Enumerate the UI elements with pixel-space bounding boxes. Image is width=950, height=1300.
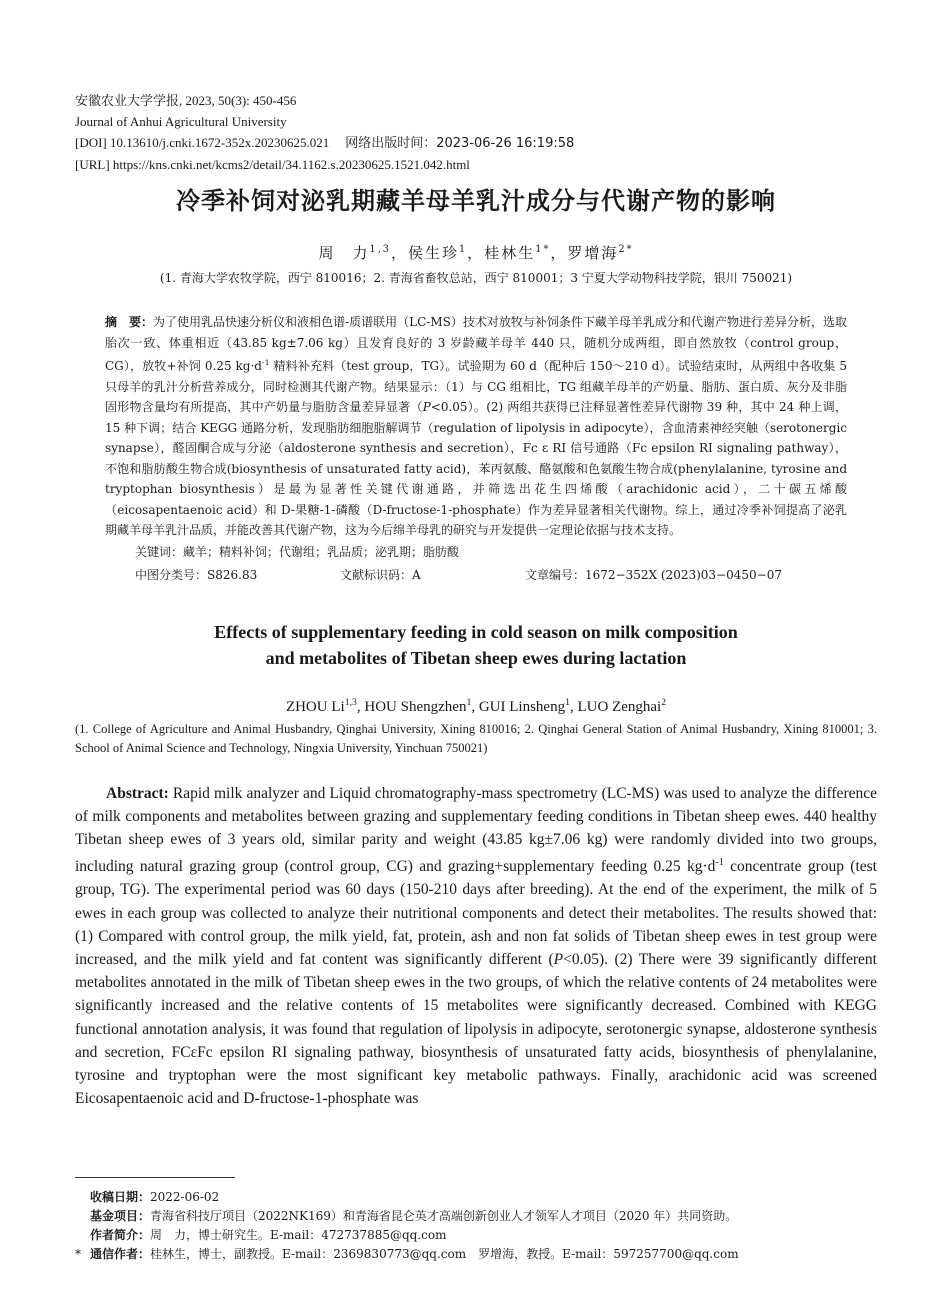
journal-meta [75, 90, 877, 175]
article-number [525, 566, 782, 583]
en-abstract-label: Abstract: [106, 784, 169, 802]
cn-title: 冷季补饲对泌乳期藏羊母羊乳汁成分与代谢产物的影响 [176, 187, 776, 215]
cn-author-affil-mark: 2* [618, 244, 634, 255]
cn-abstract-label: 摘 要： [105, 315, 154, 329]
corresponding-label: 通信作者： [90, 1247, 151, 1261]
en-affiliation: (1. College of Agriculture and Animal Husbandry, Qinghai University, Xining 810016; 2. Qinghai General Station of Animal Husbandry, Xining 810001; 3. School of Animal Science and Technology, Ningxia University, Yinchuan 750021) [75, 721, 877, 755]
cn-abstract [105, 312, 847, 541]
doc-code-label: 文献标识码： [340, 567, 413, 582]
journal-name-en: Journal of Anhui Agricultural University [75, 114, 287, 129]
en-title-line: Effects of supplementary feeding in cold season on milk composition [214, 621, 738, 642]
doi-line [75, 132, 877, 154]
footnotes [75, 1188, 885, 1264]
en-abstract-text: Rapid milk analyzer and Liquid chromatography-mass spectrometry (LC-MS) was used to analyze the difference of milk components and metabolites between grazing and supplementary feeding conditions in Tibetan sheep ewes. 440 healthy Tibetan sheep ewes of 3 years old, similar parity and weight (43.85 kg±7.06 kg) were randomly divided into two groups, including natural grazing group (control group, CG) and grazing+supplementary feeding 0.25 kg·d [75, 784, 877, 876]
en-author-affil-mark: 1,3 [344, 696, 357, 708]
cn-abstract-italic-p: P [422, 400, 431, 414]
cn-keywords-text: 藏羊；精料补饲；代谢组；乳品质；泌乳期；脂肪酸 [183, 544, 460, 559]
cn-author: 罗增海 [567, 244, 619, 262]
footnote-fund [75, 1207, 885, 1226]
cn-abstract-text: 精料补充料（test group，TG）。试验期为 60 d（配种后 150～210 d）。试验结束时，从两组中各收集 5 只母羊的乳汁分析营养成分，同时检测其代谢产物。结果显示：（1）与 CG 组相比，TG 组藏羊母羊的产奶量、脂肪、蛋白质、灰分及非脂固形物含量均有所提高，其中产奶量与脂肪含量差异显著（ [105, 359, 848, 414]
article-no-value: 1672−352X (2023)03−0450−07 [585, 567, 782, 582]
received-date: 2022-06-02 [150, 1190, 220, 1204]
cn-author-affil-mark: 1 [459, 244, 468, 255]
online-publish-time: 网络出版时间：2023-06-26 16:19:58 [345, 136, 575, 151]
en-author-affil-mark: 2 [661, 696, 667, 708]
en-author-sep: , [471, 698, 479, 715]
en-author: ZHOU Li [285, 698, 345, 715]
en-author: HOU Shengzhen [364, 698, 467, 715]
cn-abstract-sup: -1 [261, 358, 270, 367]
fund-text: 青海省科技厅项目（2022NK169）和青海省昆仑英才高端创新创业人才领军人才项目（2020 年）共同资助。 [150, 1209, 738, 1223]
clc-code [135, 566, 340, 583]
fund-label: 基金项目： [90, 1209, 151, 1223]
cn-author-affil-mark: 1* [535, 244, 551, 255]
cn-author-sep: ， [467, 244, 485, 262]
corresponding-star: * [75, 1247, 81, 1261]
en-abstract-text: concentrate group (test group, TG). The experimental period was 60 days (150-210 days after breeding). At the end of the experiment, the milk of 5 ewes in each group was collected to analyze their nutritional components and detect their metabolites. The results showed that:(1) Compared with control group, the milk yield, fat, protein, ash and non fat solids of Tibetan sheep ewes in test group were increased, and the milk yield and fat content was significantly different ( [75, 858, 877, 969]
footnote-rule [75, 1177, 235, 1178]
author-intro-label: 作者简介： [90, 1228, 151, 1242]
en-author-sep: , [569, 698, 578, 715]
paper-page [75, 90, 877, 1111]
en-authors [75, 697, 877, 716]
author-intro-text: 周 力，博士研究生。E-mail：472737885@qq.com [150, 1228, 447, 1242]
cn-author-sep: ， [391, 244, 409, 262]
journal-citation-cn: 安徽农业大学学报, 2023, 50(3): 450-456 [75, 93, 297, 108]
cn-keywords [135, 543, 847, 560]
clc-value: S826.83 [207, 567, 258, 582]
footnote-received [75, 1188, 885, 1207]
en-abstract [75, 782, 877, 1111]
cn-authors [75, 242, 877, 263]
en-abstract-text: <0.05). (2) There were 39 significantly different metabolites annotated in the milk of Tibetan sheep ewes in the two groups, of which the relative contents of 24 metabolites were significantly increased and the relative contents of 15 metabolites were significantly decreased. Combined with KEGG functional annotation analysis, it was found that regulation of lipolysis in adipocyte, serotonergic synapse, aldosterone synthesis and secretion, FCεFc epsilon RI signaling pathway, biosynthesis of unsaturated fatty acids, biosynthesis of phenylalanine, tyrosine and tryptophan were the most significant key metabolic pathways. Finally, arachidonic acid was screened Eicosapentaenoic acid and D-fructose-1-phosphate was [75, 951, 877, 1108]
doi: [DOI] 10.13610/j.cnki.1672-352x.20230625.021 [75, 135, 330, 150]
en-author: LUO Zenghai [577, 698, 662, 715]
received-label: 收稿日期： [90, 1190, 151, 1204]
en-author-affil-mark: 1 [466, 696, 472, 708]
clc-label: 中图分类号： [135, 567, 208, 582]
url-line: [URL] https://kns.cnki.net/kcms2/detail/34.1162.s.20230625.1521.042.html [75, 157, 470, 172]
en-title-line: and metabolites of Tibetan sheep ewes during lactation [265, 647, 687, 668]
en-author-sep: , [356, 698, 365, 715]
cn-abstract-text: 为了使用乳品快速分析仪和液相色谱-质谱联用（LC-MS）技术对放牧与补饲条件下藏羊母羊乳成分和代谢产物进行差异分析，选取胎次一致、体重相近（43.85 kg±7.06 kg）且发育良好的 3 岁龄藏羊母羊 440 只，随机分成两组，即自然放牧（control group，CG），放牧+补饲 0.25 kg·d [105, 315, 847, 373]
classification-row [135, 566, 847, 583]
article-no-label: 文章编号： [525, 567, 586, 582]
document-code [340, 566, 525, 583]
en-abstract-sup: -1 [715, 857, 724, 869]
cn-author-affil-mark: 1,3 [369, 244, 392, 255]
cn-abstract-text: <0.05）。(2) 两组共获得已注释显著性差异代谢物 39 种，其中 24 种上调，15 种下调；结合 KEGG 通路分析，发现脂肪细胞脂解调节（regulation of lipolysis in adipocyte），含血清素神经突触（serotonergic synapse），醛固酮合成与分泌（aldosterone synthesis and secretion），Fc ε RI 信号通路（Fc epsilon RI signaling pathway），不饱和脂肪酸生物合成(biosynthesis of unsaturated fatty acid)，苯丙氨酸、酪氨酸和色氨酸生物合成(phenylalanine, tyrosine and tryptophan biosynthesis）是最为显著性关键代谢通路，并筛选出花生四烯酸（arachidonic acid），二十碳五烯酸（eicosapentaenoic acid）和 D-果糖-1-磷酸（D-fructose-1-phosphate）作为差异显著相关代谢物。综上，通过冷季补饲提高了泌乳期藏羊母羊乳汁品质，并能改善其代谢产物，这为今后绵羊母乳的研究与开发提供一定理论依据与技术支持。 [105, 400, 847, 537]
cn-author: 周 力 [318, 244, 370, 262]
en-author-affil-mark: 1 [565, 696, 570, 708]
cn-author: 桂林生 [484, 244, 536, 262]
en-author: GUI Linsheng [478, 698, 566, 715]
corresponding-text: 桂林生，博士，副教授。E-mail：2369830773@qq.com 罗增海，教授。E-mail：597257700@qq.com [150, 1247, 739, 1261]
footnote-corresponding [75, 1245, 885, 1264]
cn-affiliation: (1. 青海大学农牧学院，西宁 810016；2. 青海省畜牧总站，西宁 810001；3 宁夏大学动物科技学院，银川 750021) [159, 271, 793, 285]
cn-author: 侯生珍 [408, 244, 460, 262]
cn-keywords-label: 关键词： [135, 544, 184, 559]
doc-code-value: A [412, 567, 421, 582]
en-title [75, 619, 877, 671]
en-abstract-italic-p: P [553, 951, 564, 969]
cn-author-sep: ， [550, 244, 568, 262]
footnote-author-intro [75, 1226, 885, 1245]
